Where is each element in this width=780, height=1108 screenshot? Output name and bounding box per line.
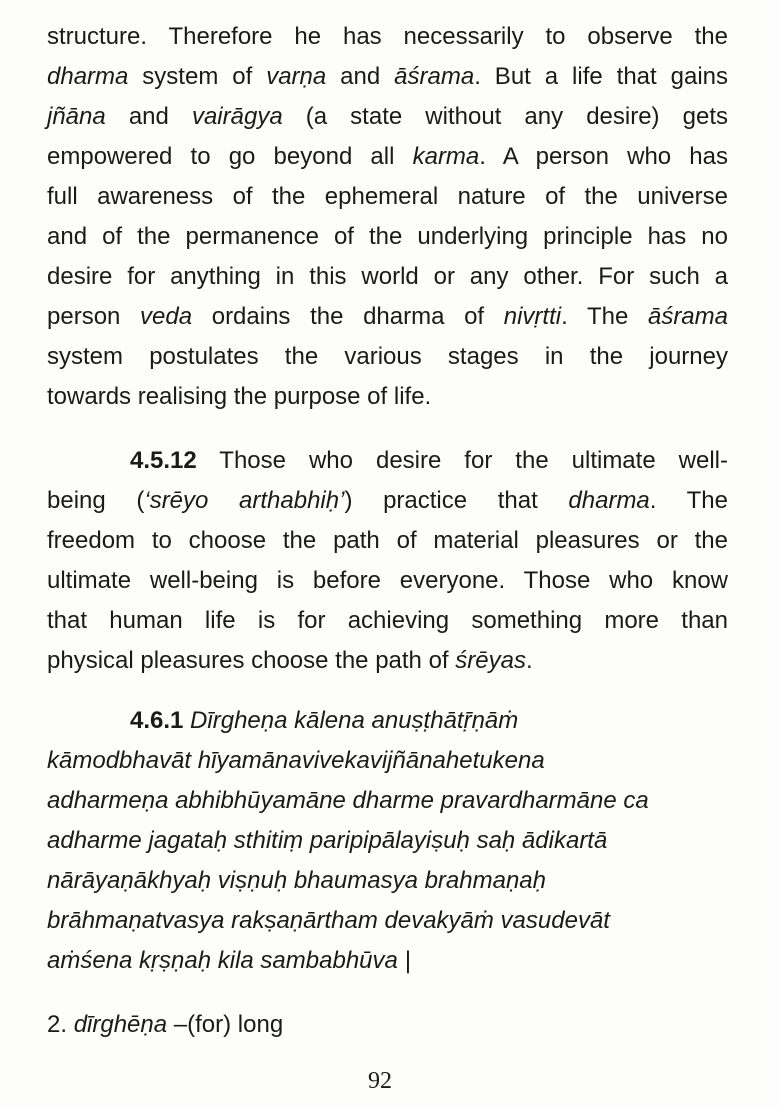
text-span: . But a life that gains [474, 63, 728, 90]
text-line [47, 746, 728, 776]
text-line [47, 102, 728, 132]
text-span: (a state without any desire) gets [282, 103, 728, 130]
italic-term: adharmeṇa abhibhūyamāne dharme pravardharmāne ca [47, 787, 649, 814]
text-line [47, 826, 728, 856]
text-line [47, 342, 728, 372]
italic-term: Dīrgheṇa kālena anuṣṭhātṝṇāṁ [183, 707, 519, 734]
text-line [47, 22, 728, 52]
text-span: ordains the dharma of [192, 303, 504, 330]
italic-term: adharme jagataḥ sthitiṃ paripipālayiṣuḥ saḥ ādikartā [47, 827, 608, 854]
text-line [47, 906, 728, 936]
text-line [47, 142, 728, 172]
italic-term: karma [412, 143, 480, 170]
italic-term: nivṛtti [503, 303, 562, 330]
text-span: . A person who has [479, 143, 728, 170]
text-line [47, 62, 728, 92]
italic-term: āśrama [394, 63, 475, 90]
text-span: being ( [47, 487, 145, 514]
text-line [47, 262, 728, 292]
text-line [47, 646, 728, 676]
page-number: 92 [368, 1068, 392, 1094]
italic-term: brāhmaṇatvasya rakṣaṇārtham devakyāṁ vasudevāt [47, 907, 610, 934]
text-span: ultimate well-being is before everyone. Those who know [47, 567, 728, 594]
text-line [47, 1010, 728, 1040]
text-line [47, 566, 728, 596]
italic-term: varṇa [266, 63, 327, 90]
italic-term: kāmodbhavāt hīyamānavivekavijñānahetukena [47, 747, 545, 774]
text-line [47, 222, 728, 252]
text-span: towards realising the purpose of life. [47, 383, 432, 410]
text-span: physical pleasures choose the path of [47, 647, 456, 674]
text-line [47, 866, 728, 896]
text-span: system of [128, 63, 267, 90]
italic-term: jñāna [47, 103, 106, 130]
text-line [47, 786, 728, 816]
text-span: freedom to choose the path of material pleasures or the [47, 527, 728, 554]
text-line [47, 946, 728, 976]
italic-term: vairāgya [191, 103, 283, 130]
text-span: and [326, 63, 395, 90]
text-span: structure. Therefore he has necessarily to observe the [47, 23, 728, 50]
text-line [47, 606, 728, 636]
text-line [47, 182, 728, 212]
text-span: system postulates the various stages in the journey [47, 343, 728, 370]
section-number: 4.6.1 [130, 707, 184, 734]
text-span: full awareness of the ephemeral nature of the universe [47, 183, 728, 210]
text-span: Those who desire for the ultimate well- [196, 447, 728, 474]
italic-term: ‘srēyo arthabhiḥ’ [144, 487, 345, 514]
section-number: 4.5.12 [130, 447, 197, 474]
text-span: ) practice that [344, 487, 569, 514]
italic-term: āśrama [647, 303, 728, 330]
text-span: person [47, 303, 141, 330]
text-span: . [525, 647, 533, 674]
italic-term: dīrghēṇa [73, 1011, 168, 1038]
text-line [47, 526, 728, 556]
text-span: desire for anything in this world or any other. For such a [47, 263, 728, 290]
italic-term: veda [140, 303, 193, 330]
italic-term: aṁśena kṛṣṇaḥ kila sambabhūva | [47, 947, 411, 974]
italic-term: dharma [568, 487, 650, 514]
text-span: and of the permanence of the underlying principle has no [47, 223, 728, 250]
text-span: that human life is for achieving something more than [47, 607, 728, 634]
text-span: empowered to go beyond all [47, 143, 413, 170]
italic-term: nārāyaṇākhyaḥ viṣṇuḥ bhaumasya brahmaṇaḥ [47, 867, 546, 894]
text-line [130, 706, 728, 736]
text-span: . The [561, 303, 648, 330]
text-span: . The [649, 487, 729, 514]
text-line [47, 302, 728, 332]
text-line [47, 486, 728, 516]
italic-term: śrēyas [455, 647, 526, 674]
text-span: and [105, 103, 192, 130]
italic-term: dharma [47, 63, 129, 90]
text-span: 2. [47, 1011, 74, 1038]
text-span: –(for) long [167, 1011, 284, 1038]
text-line [130, 446, 728, 476]
text-line [47, 382, 728, 412]
